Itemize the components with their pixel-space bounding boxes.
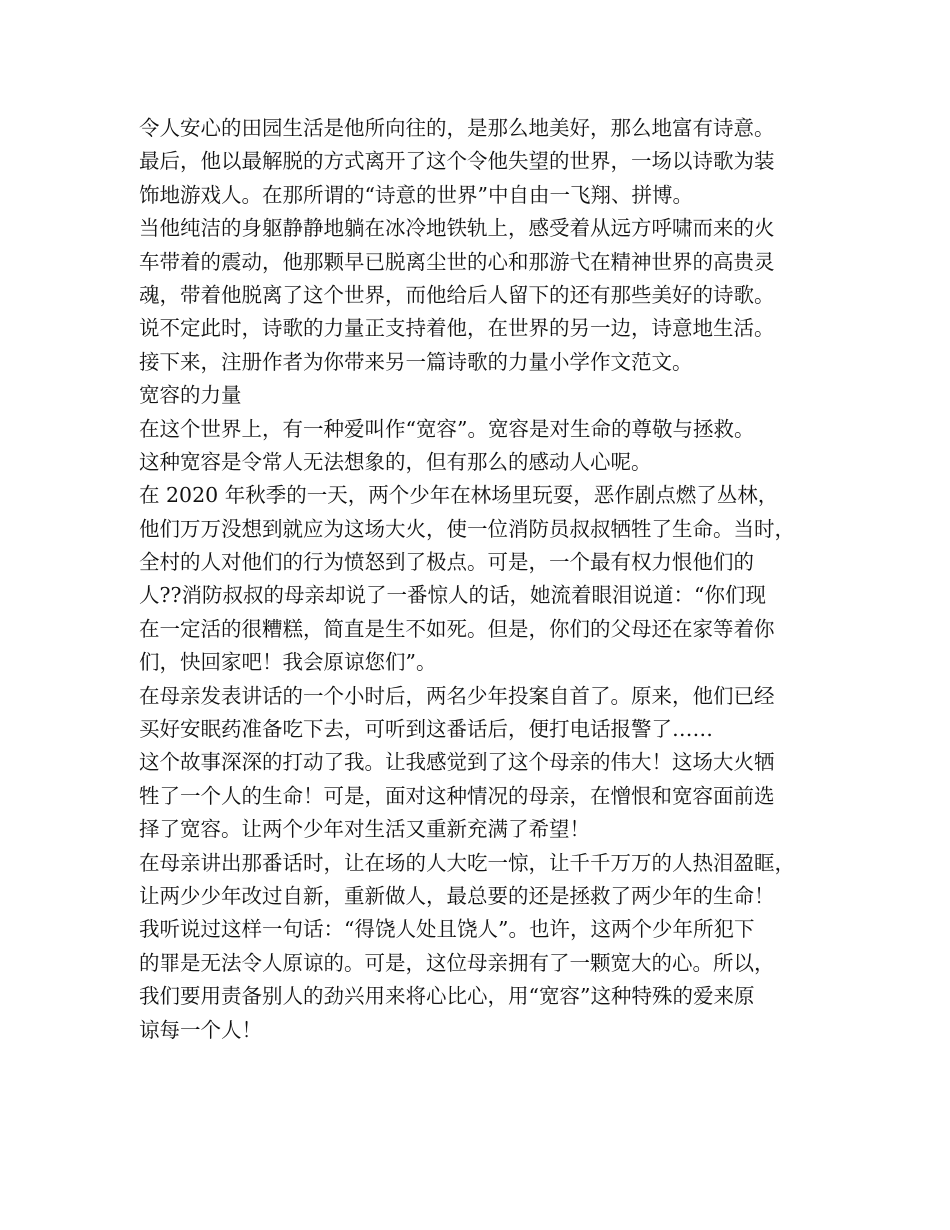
text-line: 魂，带着他脱离了这个世界，而他给后人留下的还有那些美好的诗歌。	[139, 282, 775, 307]
section-heading: 宽容的力量	[139, 383, 242, 408]
text-line: 的罪是无法令人原谅的。可是，这位母亲拥有了一颗宽大的心。所以，	[139, 950, 775, 975]
text-line: 在一定活的很糟糕，简直是生不如死。但是，你们的父母还在家等着你	[139, 616, 775, 641]
text-line: 谅每一个人！	[139, 1017, 262, 1042]
text-line: 我们要用责备别人的劲兴用来将心比心，用“宽容”这种特殊的爱来原	[139, 984, 755, 1009]
text-line: 在 2020 年秋季的一天，两个少年在林场里玩耍，恶作剧点燃了丛林，	[139, 483, 779, 508]
text-line: 接下来，注册作者为你带来另一篇诗歌的力量小学作文范文。	[139, 349, 693, 374]
text-line: 全村的人对他们的行为愤怒到了极点。可是，一个最有权力恨他们的	[139, 550, 754, 575]
text-line: 在母亲讲出那番话时，让在场的人大吃一惊，让千千万万的人热泪盈眶，	[139, 850, 795, 875]
text-line: 最后，他以最解脱的方式离开了这个令他失望的世界，一场以诗歌为装	[139, 149, 775, 174]
text-line: 当他纯洁的身躯静静地躺在冰冷地铁轨上，感受着从远方呼啸而来的火	[139, 216, 775, 241]
text-line: 他们万万没想到就应为这场大火，使一位消防员叔叔牺牲了生命。当时，	[139, 516, 795, 541]
text-line: 在母亲发表讲话的一个小时后，两名少年投案自首了。原来，他们已经	[139, 683, 775, 708]
text-line: 我听说过这样一句话：“得饶人处且饶人”。也许，这两个少年所犯下	[139, 917, 755, 942]
text-line: 在这个世界上，有一种爱叫作“宽容”。宽容是对生命的尊敬与拯救。	[139, 416, 755, 441]
text-line: 人??消防叔叔的母亲却说了一番惊人的话，她流着眼泪说道：“你们现	[139, 583, 766, 608]
text-line: 这个故事深深的打动了我。让我感觉到了这个母亲的伟大！这场大火牺	[139, 750, 775, 775]
text-line: 买好安眠药准备吃下去，可听到这番话后，便打电话报警了……	[139, 717, 713, 742]
text-line: 这种宽容是令常人无法想象的，但有那么的感动人心呢。	[139, 449, 652, 474]
text-line: 令人安心的田园生活是他所向往的，是那么地美好，那么地富有诗意。	[139, 116, 775, 140]
document-body	[139, 112, 819, 1047]
text-line: 让两少少年改过自新，重新做人，最总要的还是拯救了两少年的生命！	[139, 883, 775, 908]
text-line: 择了宽容。让两个少年对生活又重新充满了希望！	[139, 817, 590, 842]
text-line: 们，快回家吧！我会原谅您们”。	[139, 650, 437, 675]
text-line: 牲了一个人的生命！可是，面对这种情况的母亲，在憎恨和宽容面前选	[139, 783, 775, 808]
text-line: 饰地游戏人。在那所谓的“诗意的世界”中自由一飞翔、拼博。	[139, 182, 693, 207]
text-line: 车带着的震动，他那颗早已脱离尘世的心和那游弋在精神世界的高贵灵	[139, 249, 775, 274]
text-line: 说不定此时，诗歌的力量正支持着他，在世界的另一边，诗意地生活。	[139, 316, 775, 341]
